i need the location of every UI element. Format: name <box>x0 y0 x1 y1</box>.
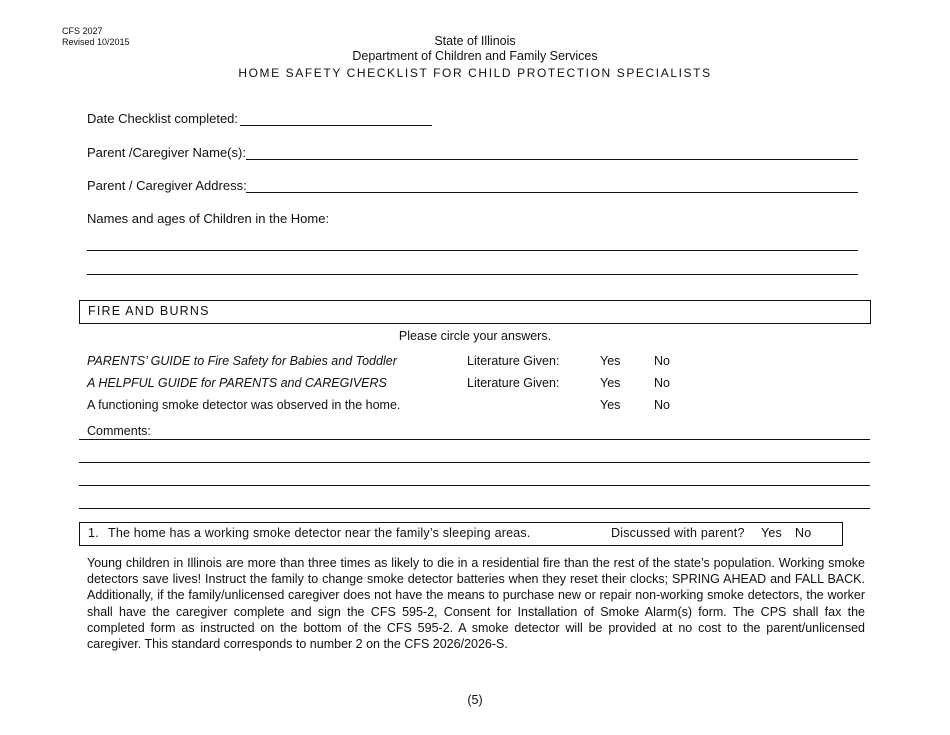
row-1-yes-option[interactable]: Yes <box>600 354 621 368</box>
page-number: (5) <box>467 693 483 707</box>
header-state: State of Illinois <box>434 34 516 48</box>
date-field[interactable] <box>240 125 432 126</box>
item-number: 1. <box>88 526 99 540</box>
parent-address-label: Parent / Caregiver Address: <box>87 178 247 193</box>
comments-line-2[interactable] <box>79 462 870 463</box>
row-3-yes-option[interactable]: Yes <box>600 398 621 412</box>
row-1-no-option[interactable]: No <box>654 354 670 368</box>
row-2-no-option[interactable]: No <box>654 376 670 390</box>
row-2-yes-option[interactable]: Yes <box>600 376 621 390</box>
form-revision: Revised 10/2015 <box>62 37 130 47</box>
section-title: FIRE AND BURNS <box>88 304 210 318</box>
discussed-label: Discussed with parent? <box>611 526 745 540</box>
children-label: Names and ages of Children in the Home: <box>87 211 330 226</box>
item-yes-option[interactable]: Yes <box>761 526 782 540</box>
parent-name-field[interactable] <box>246 159 858 160</box>
page-title: HOME SAFETY CHECKLIST FOR CHILD PROTECTION SPECIALISTS <box>238 66 712 80</box>
children-field-line-2[interactable] <box>87 274 858 275</box>
item-text: The home has a working smoke detector near the family’s sleeping areas. <box>108 526 531 540</box>
header-department: Department of Children and Family Services <box>352 49 598 63</box>
parent-name-label: Parent /Caregiver Name(s): <box>87 145 246 160</box>
comments-label: Comments: <box>87 424 151 438</box>
row-2-literature-label: Literature Given: <box>467 376 560 390</box>
row-1-text: PARENTS’ GUIDE to Fire Safety for Babies and Toddler <box>87 354 397 368</box>
item-no-option[interactable]: No <box>795 526 812 540</box>
row-3-text: A functioning smoke detector was observed in the home. <box>87 398 401 412</box>
form-number: CFS 2027 <box>62 26 103 36</box>
guidance-paragraph: Young children in Illinois are more than three times as likely to die in a residential fire than the rest of the state’s population. Working smoke detectors save lives! Instruct the family to change smoke detector batteries when they reset their clocks; SPRING AHEAD and FALL BACK. Additionally, if the family/unlicensed caregiver does not have the means to purchase new or repair non-working smoke detectors, the worker shall have the caregiver complete and sign the CFS 595-2, Consent for Installation of Smoke Alarm(s) form. The CPS shall fax the completed form as instructed on the bottom of the CFS 595-2. A smoke detector will be provided at no cost to the parent/unlicensed caregiver. This standard corresponds to number 2 on the CFS 2026/2026-S. <box>87 556 865 652</box>
parent-address-field[interactable] <box>246 192 858 193</box>
comments-line-3[interactable] <box>79 485 870 486</box>
row-2-text: A HELPFUL GUIDE for PARENTS and CAREGIVERS <box>87 376 387 390</box>
comments-line-1[interactable] <box>79 439 870 440</box>
row-3-no-option[interactable]: No <box>654 398 670 412</box>
checklist-item-1 <box>79 522 843 546</box>
date-label: Date Checklist completed: <box>87 111 239 126</box>
children-field-line-1[interactable] <box>87 250 858 251</box>
section-header <box>79 300 871 324</box>
instruction-note: Please circle your answers. <box>398 329 552 343</box>
row-1-literature-label: Literature Given: <box>467 354 560 368</box>
comments-line-4[interactable] <box>79 508 870 509</box>
